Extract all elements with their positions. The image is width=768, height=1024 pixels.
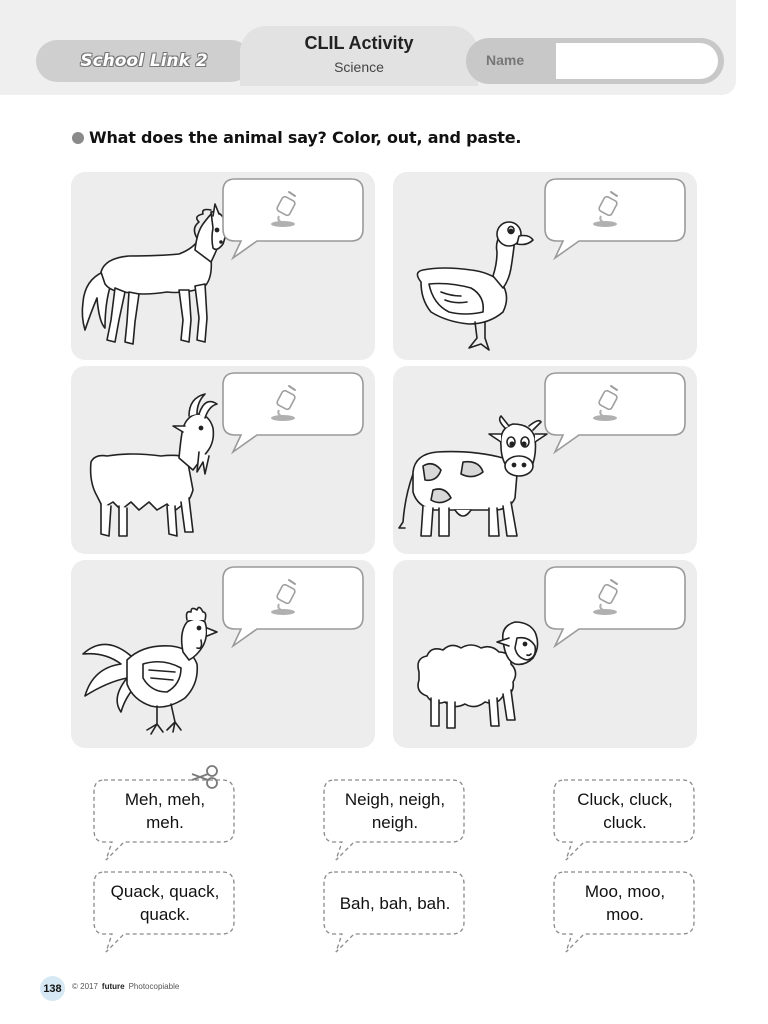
- page-number: 138: [40, 976, 65, 1001]
- photocopiable-note: Photocopiable: [128, 982, 180, 991]
- name-field[interactable]: [556, 43, 718, 79]
- cutout-text: Quack, quack, quack.: [110, 882, 220, 924]
- copyright-line: [72, 982, 179, 991]
- cutout-bubble[interactable]: [552, 870, 704, 956]
- paste-bubble: [543, 566, 689, 650]
- activity-title: CLIL Activity: [304, 33, 414, 53]
- panel-sheep: [393, 560, 697, 748]
- name-box: [466, 38, 724, 84]
- paste-bubble: [221, 566, 367, 650]
- cutout-text: Moo, moo, moo.: [584, 882, 666, 924]
- bullet-icon: [72, 132, 84, 144]
- cutout-text: Neigh, neigh, neigh.: [344, 790, 446, 832]
- panel-rooster: [71, 560, 375, 748]
- activity-tab: [240, 26, 478, 86]
- paste-bubble: [221, 372, 367, 456]
- name-label: Name: [486, 52, 525, 68]
- panel-duck: [393, 172, 697, 360]
- scissors-icon: [190, 764, 220, 790]
- panel-horse: [71, 172, 375, 360]
- book-title-pill: School Link 2: [36, 40, 252, 82]
- cutout-bubble[interactable]: [92, 778, 244, 864]
- paste-bubble: [543, 178, 689, 262]
- copyright-text: © 2017: [72, 982, 98, 991]
- panel-cow: [393, 366, 697, 554]
- cutout-text: Cluck, cluck, cluck.: [577, 790, 673, 832]
- paste-bubble: [221, 178, 367, 262]
- instruction-text: What does the animal say? Color, out, and paste.: [89, 128, 522, 147]
- cutout-bubble[interactable]: [92, 870, 244, 956]
- panel-goat: [71, 366, 375, 554]
- instruction: [72, 128, 521, 147]
- activity-subject: Science: [334, 59, 384, 75]
- cutout-bubble[interactable]: [322, 778, 474, 864]
- publisher-logo: future: [101, 982, 125, 991]
- cutout-bubble[interactable]: [322, 870, 474, 956]
- cutout-text: Bah, bah, bah.: [339, 893, 451, 913]
- cutout-bubble[interactable]: [552, 778, 704, 864]
- cutout-text: Meh, meh, meh.: [124, 790, 206, 832]
- paste-bubble: [543, 372, 689, 456]
